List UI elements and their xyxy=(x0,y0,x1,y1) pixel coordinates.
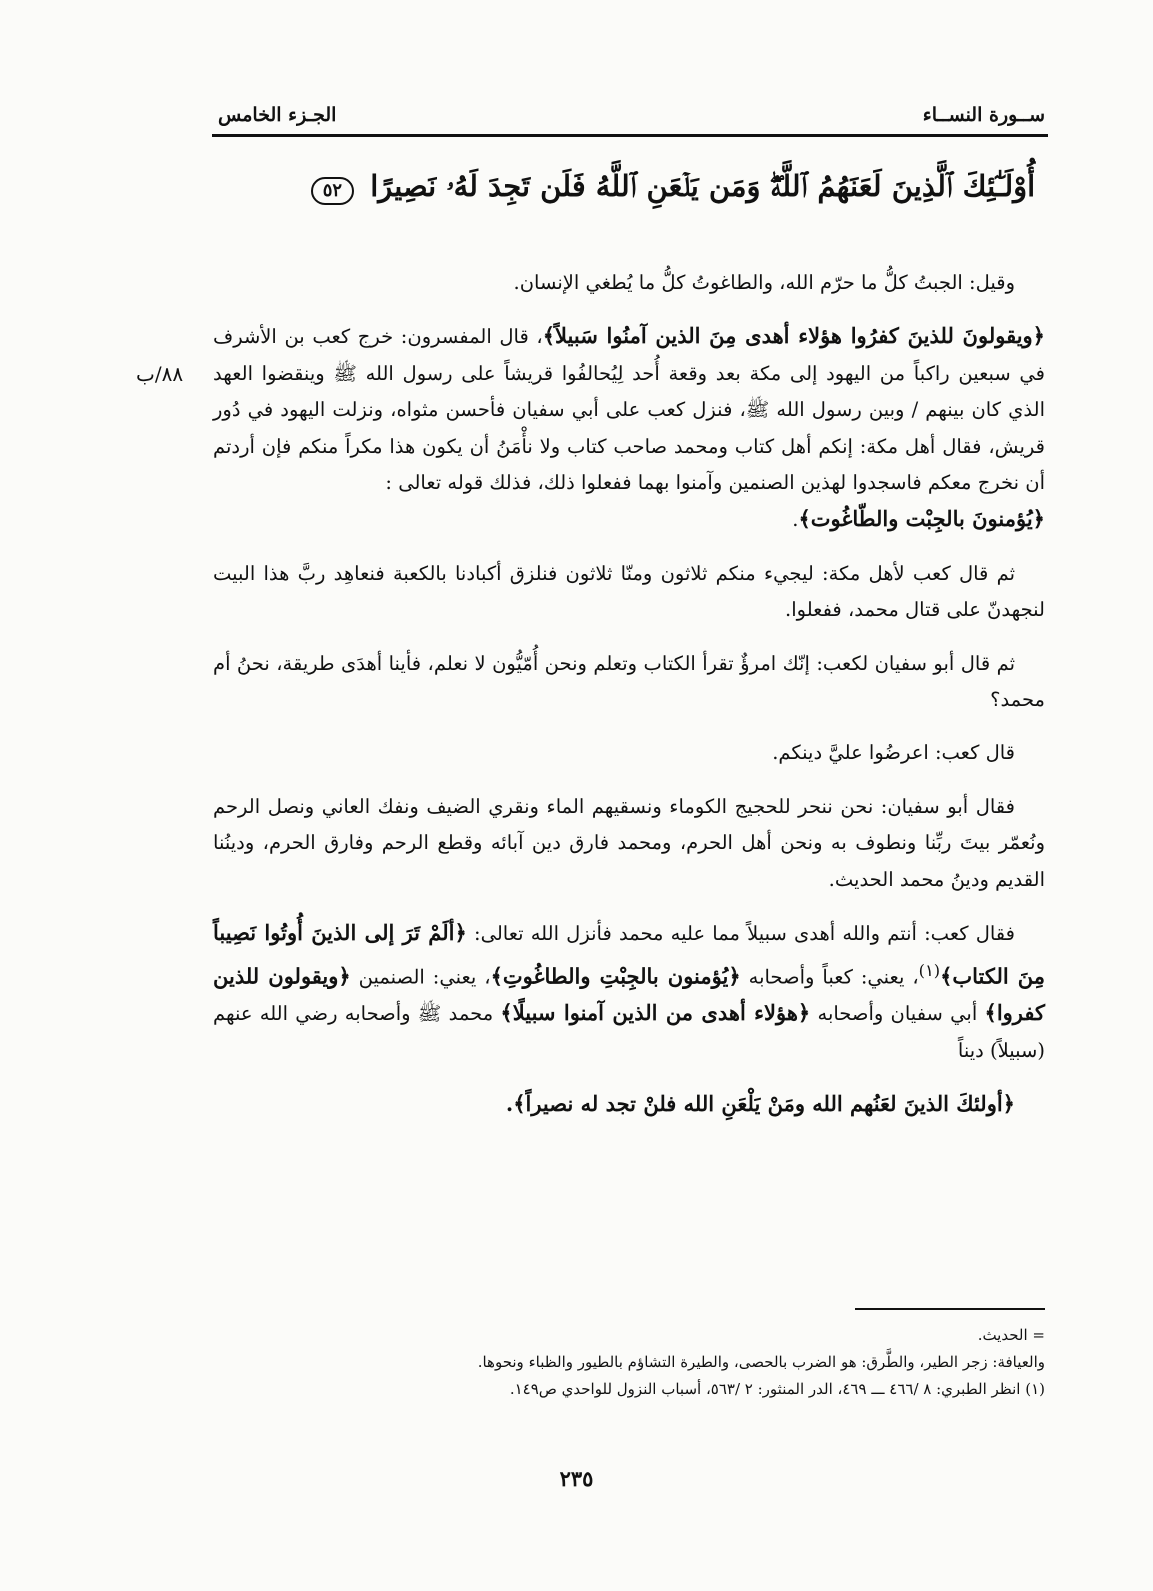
verse-text: أُوْلَـٰٓئِكَ ٱلَّذِينَ لَعَنَهُمُ ٱللَّهُۖ وَمَن يَلۡعَنِ ٱللَّهُ فَلَن تَجِدَ لَهُۥ نَصِيرًا xyxy=(370,169,1036,203)
running-header-surah: ســورة النســاء xyxy=(922,104,1045,126)
paragraph: ﴿أولئكَ الذينَ لعَنُهم الله ومَنْ يَلْعَنِ الله فلنْ تجد له نصيراً﴾. xyxy=(505,1091,1015,1117)
quote: ﴿ويقولون للذين كفروا﴾ xyxy=(213,963,1046,1026)
quote: ﴿ألَمْ تَرَ إلى الذينَ أُوتُوا نَصِيباً مِنَ الكتاب﴾ xyxy=(213,920,1046,988)
paragraph-text: محمد ﷺ وأصحابه رضي الله عنهم (سبيلاً) ديناً xyxy=(213,1002,1045,1062)
footnote: والعيافة: زجر الطير، والطَّرق: هو الضرب بالحصى، والطيرة التشاؤم بالطيور والظباء ونحوها. xyxy=(477,1353,1045,1371)
paragraph-text: ، يعني: كعباً وأصحابه xyxy=(740,965,919,988)
paragraph-text: ، قال المفسرون: خرج كعب بن الأشرف في سبعين راكباً من اليهود إلى مكة بعد وقعة أُحد لِيُحالفُوا قريشاً على رسول الله ﷺ وينقضوا العهد الذي كان بينهم / وبين رسول الله ﷺ، فنزل كعب على أبي سفيان فأحسن مثواه، ونزلت اليهود في دُور قريش، فقال أهل مكة: إنكم أهل كتاب ومحمد صاحب كتاب ولا نأْمَنُ أن يكون هذا مكراً منكم فإن أردتم أن نخرج معكم فاسجدوا لهذين الصنمين وآمنوا بهما ففعلوا ذلك، فذلك قوله تعالى : xyxy=(213,325,1045,495)
quote: ﴿يُؤمنون بالجِبْتِ والطاغُوتِ﴾ xyxy=(490,963,741,988)
quran-verse xyxy=(293,162,1053,210)
header-rule xyxy=(212,134,1048,137)
paragraph-text: فقال كعب: أنتم والله أهدى سبيلاً مما عليه محمد فأنزل الله تعالى: xyxy=(466,922,1015,946)
verse-number-badge: ٥٢ xyxy=(311,177,354,205)
paragraph: وقيل: الجبتُ كلُّ ما حرّم الله، والطاغوتُ كلُّ ما يُطغي الإنسان. xyxy=(513,271,1015,294)
paragraph: قال كعب: اعرضُوا عليَّ دينكم. xyxy=(772,741,1015,765)
footnote-ref: (١) xyxy=(918,960,941,980)
paragraph: فقال أبو سفيان: نحن ننحر للحجيج الكوماء ونسقيهم الماء ونقري الضيف ونفك العاني ونصل الرحم ونُعمّر بيتَ ربِّنا ونطوف به ونحن أهل الحرم، ومحمد فارق دين آبائه وقطع الرحم وفارق الحرم، ودينُنا القديم ودينُ محمد الحديث. xyxy=(213,794,1045,891)
running-header-juz: الجـزء الخامس xyxy=(218,104,337,126)
paragraph: ثم قال كعب لأهل مكة: ليجيء منكم ثلاثون ومنّا ثلاثون فنلزق أكبادنا بالكعبة فنعاهِد ربَّ هذا البيت لنجهدنّ على قتال محمد، ففعلوا. xyxy=(213,561,1045,622)
footnote: (١) انظر الطبري: ٨ /٤٦٦ ـــ ٤٦٩، الدر المنثور: ٢ /٥٦٣، أسباب النزول للواحدي ص١٤٩. xyxy=(509,1380,1045,1398)
quote: ﴿يُؤمنونَ بالجِبْت والطّاغُوت﴾ xyxy=(798,506,1045,532)
paragraph-text: أبي سفيان وأصحابه xyxy=(810,1002,985,1026)
paragraph-text: ، يعني: الصنمين xyxy=(350,965,491,988)
page-number: ٢٣٥ xyxy=(559,1466,594,1491)
paragraph xyxy=(213,915,1045,1069)
footnotes xyxy=(205,1322,1045,1403)
paragraph-tail: . xyxy=(792,508,799,532)
quote: ﴿ويقولونَ للذينَ كفرُوا هؤلاء أهدى مِنَ الذين آمنُوا سَبيلاً﴾ xyxy=(542,323,1045,349)
footnote-rule xyxy=(855,1308,1045,1310)
footnote: = الحديث. xyxy=(977,1326,1045,1344)
folio-marker: ٨٨/ب xyxy=(136,362,184,386)
paragraph xyxy=(213,318,1045,538)
quote: ﴿هؤلاء أهدى من الذين آمنوا سبيلًا﴾ xyxy=(500,1000,811,1026)
paragraph: ثم قال أبو سفيان لكعب: إنّك امرؤٌ تقرأ الكتاب وتعلم ونحن أُمّيُّون لا نعلم، فأينا أهدَى طريقة، نحنُ أم محمد؟ xyxy=(213,651,1045,712)
body-text xyxy=(213,265,1045,1140)
